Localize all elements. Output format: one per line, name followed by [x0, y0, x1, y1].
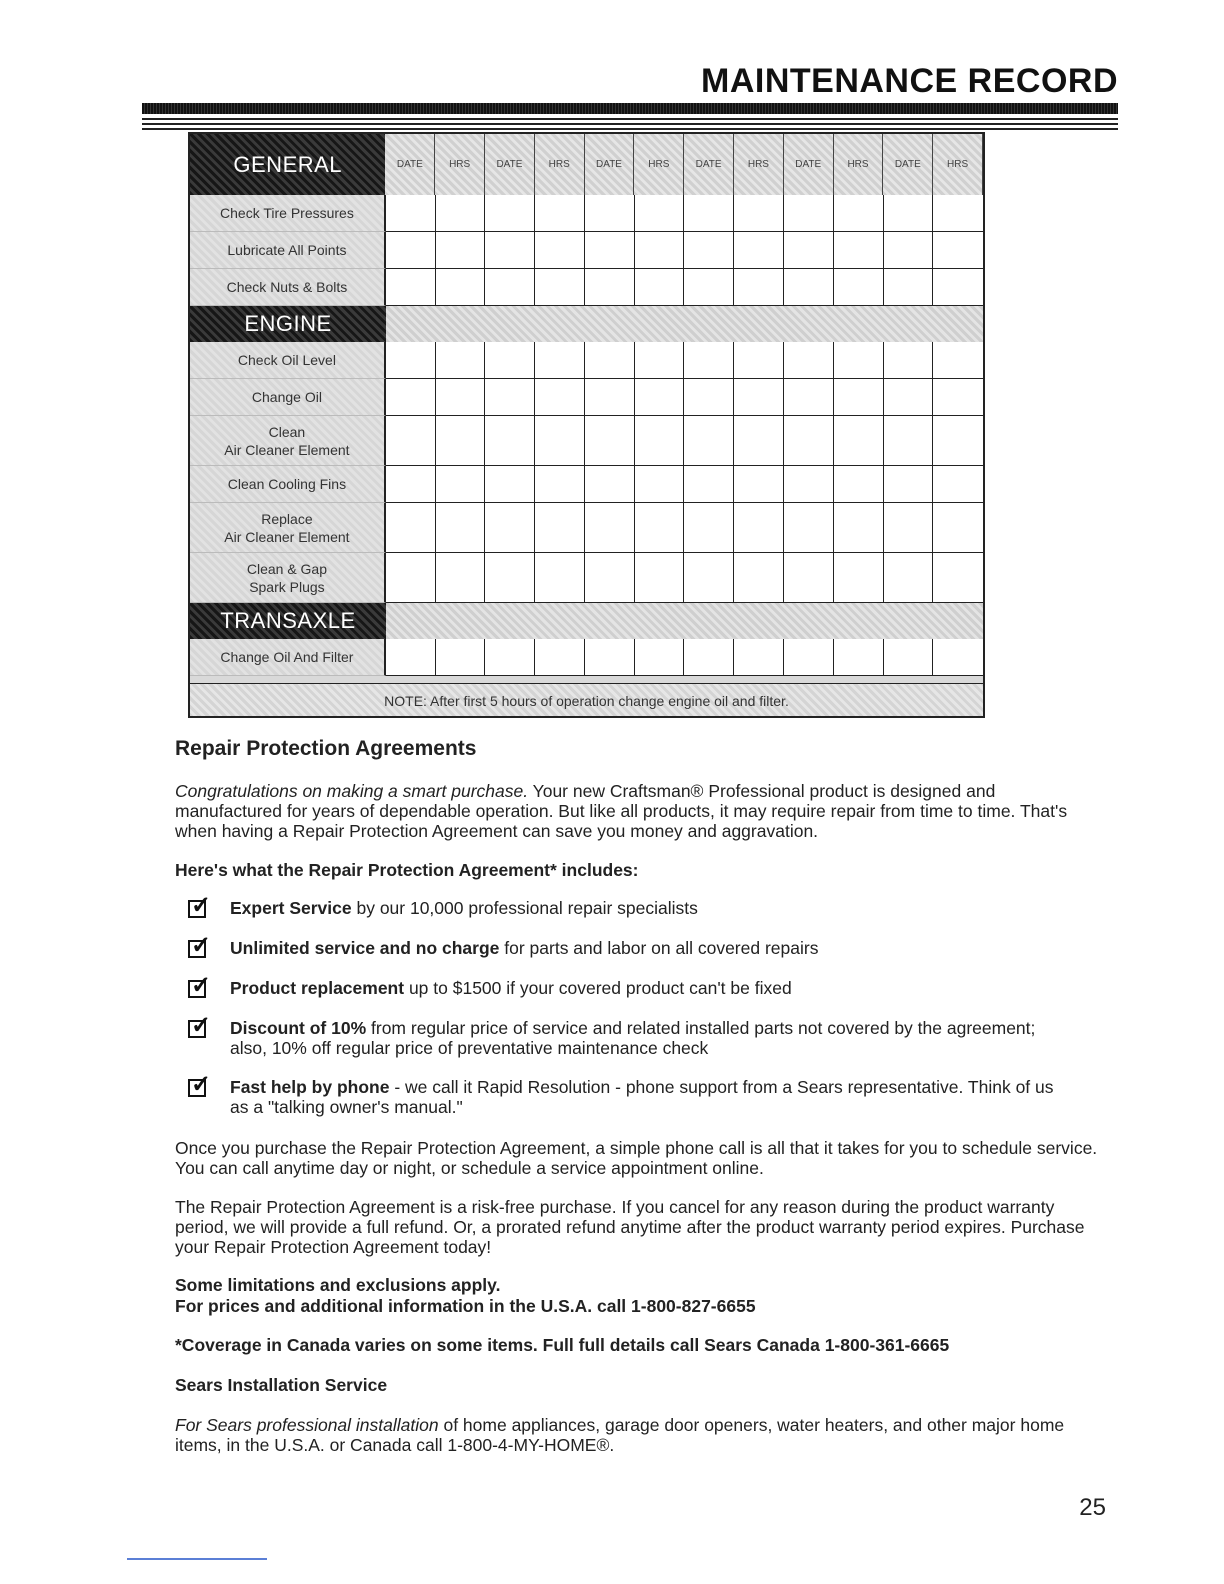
table-row	[190, 232, 983, 269]
table-row	[190, 416, 983, 466]
entry-cell[interactable]	[834, 466, 884, 503]
column-header: DATE	[585, 134, 635, 195]
entry-cell[interactable]	[535, 416, 585, 466]
entry-cell[interactable]	[485, 466, 535, 503]
section-header-row	[190, 134, 983, 195]
column-header: DATE	[684, 134, 734, 195]
footer-line	[127, 1558, 267, 1560]
entry-cell[interactable]	[834, 195, 884, 232]
entry-cell[interactable]	[585, 379, 635, 416]
entry-cell[interactable]	[485, 195, 535, 232]
entry-cell[interactable]	[684, 466, 734, 503]
column-header: HRS	[634, 134, 684, 195]
entry-cell[interactable]	[933, 466, 983, 503]
entry-cell[interactable]	[535, 269, 585, 306]
column-header: HRS	[734, 134, 784, 195]
entry-cell[interactable]	[884, 232, 934, 269]
entry-cell[interactable]	[684, 503, 734, 553]
entry-cell[interactable]	[585, 553, 635, 603]
entry-cell[interactable]	[635, 553, 685, 603]
benefit-text	[230, 1077, 1070, 1117]
section-header-row	[190, 306, 983, 342]
canada-coverage-text: *Coverage in Canada varies on some items. Full full details call Sears Canada 1-800-361-6665	[175, 1335, 950, 1355]
entry-cell[interactable]	[436, 232, 486, 269]
entry-cell[interactable]	[933, 639, 983, 676]
task-label: Change Oil	[190, 379, 386, 416]
entry-cell[interactable]	[684, 639, 734, 676]
entry-cell[interactable]	[734, 466, 784, 503]
entry-cell[interactable]	[386, 379, 436, 416]
checkbox-icon	[188, 972, 212, 999]
column-header-group	[385, 134, 983, 195]
table-row	[190, 466, 983, 503]
section-header-row	[190, 603, 983, 639]
entry-cell[interactable]	[386, 503, 436, 553]
entry-cell[interactable]	[684, 553, 734, 603]
entry-cell[interactable]	[834, 503, 884, 553]
benefit-title: Discount of 10%	[230, 1018, 367, 1038]
table-row	[190, 269, 983, 306]
maintenance-record-table	[188, 132, 985, 718]
entry-cell[interactable]	[585, 195, 635, 232]
prices-text: For prices and additional information in the U.S.A. call 1-800-827-6655	[175, 1296, 756, 1316]
benefit-description: - we call it Rapid Resolution - phone support from a Sears representative. Think of us as a "talking owner's manual."	[230, 1077, 1054, 1117]
entry-cell[interactable]	[386, 269, 436, 306]
entry-cell[interactable]	[784, 379, 834, 416]
header-rule-thick	[142, 103, 1118, 114]
entry-cell[interactable]	[784, 416, 834, 466]
entry-cell[interactable]	[635, 466, 685, 503]
entry-cell[interactable]	[635, 416, 685, 466]
checkbox-icon	[188, 932, 212, 959]
entry-cell[interactable]	[585, 232, 635, 269]
entry-cell[interactable]	[884, 342, 934, 379]
installation-text: of home appliances, garage door openers, water heaters, and other major home items, in the U.S.A. or Canada call 1-800-4-MY-HOME®.	[175, 1415, 1065, 1455]
benefit-description: from regular price of service and related installed parts not covered by the agreement; also, 10% off regular price of preventative maintenance check	[230, 1018, 1036, 1058]
header-rule-thin-1	[142, 118, 1118, 120]
page-number: 25	[1079, 1494, 1106, 1521]
entry-cell[interactable]	[436, 416, 486, 466]
installation-italic: For Sears professional installation	[175, 1415, 439, 1435]
benefit-text	[230, 938, 1070, 958]
entry-cell[interactable]	[585, 342, 635, 379]
entry-cell[interactable]	[485, 503, 535, 553]
rpa-riskfree-paragraph: The Repair Protection Agreement is a risk-free purchase. If you cancel for any reason during the product warranty period, we will provide a full refund. Or, a prorated refund anytime after the product warranty period expires. Purchase your Repair Protection Agreement today!	[175, 1197, 1085, 1257]
column-header: DATE	[485, 134, 535, 195]
entry-cell[interactable]	[734, 232, 784, 269]
entry-cell[interactable]	[485, 416, 535, 466]
column-header: DATE	[784, 134, 834, 195]
entry-cell[interactable]	[834, 416, 884, 466]
entry-cell[interactable]	[386, 342, 436, 379]
entry-cell[interactable]	[436, 553, 486, 603]
entry-cell[interactable]	[684, 269, 734, 306]
entry-cell[interactable]	[784, 639, 834, 676]
entry-cell[interactable]	[884, 379, 934, 416]
entry-cell[interactable]	[386, 639, 436, 676]
page-title: MAINTENANCE RECORD	[701, 62, 1118, 100]
entry-cell[interactable]	[834, 342, 884, 379]
task-label: Replace Air Cleaner Element	[190, 503, 386, 553]
entry-cell[interactable]	[784, 466, 834, 503]
task-label: Clean Air Cleaner Element	[190, 416, 386, 466]
entry-cell[interactable]	[834, 639, 884, 676]
entry-cell[interactable]	[436, 379, 486, 416]
rpa-intro-paragraph	[175, 781, 1105, 841]
entry-cell[interactable]	[585, 466, 635, 503]
installation-heading: Sears Installation Service	[175, 1375, 388, 1395]
entry-cell[interactable]	[535, 195, 585, 232]
benefit-description: up to $1500 if your covered product can't be fixed	[404, 978, 792, 998]
table-row	[190, 503, 983, 553]
entry-cell[interactable]	[784, 195, 834, 232]
entry-cell[interactable]	[585, 639, 635, 676]
entry-cell[interactable]	[834, 269, 884, 306]
entry-cell[interactable]	[535, 639, 585, 676]
entry-cell[interactable]	[734, 269, 784, 306]
entry-cell[interactable]	[585, 503, 635, 553]
entry-cell[interactable]	[386, 416, 436, 466]
entry-cell[interactable]	[485, 379, 535, 416]
checkmark-icon: ✓	[191, 1012, 212, 1039]
section-label: GENERAL	[190, 134, 385, 195]
entry-cell[interactable]	[635, 379, 685, 416]
table-row	[190, 379, 983, 416]
entry-cell[interactable]	[933, 553, 983, 603]
entry-cell[interactable]	[635, 232, 685, 269]
entry-cell[interactable]	[884, 416, 934, 466]
entry-cell[interactable]	[834, 232, 884, 269]
entry-cell[interactable]	[834, 379, 884, 416]
rpa-heading: Repair Protection Agreements	[175, 737, 477, 760]
task-label: Check Oil Level	[190, 342, 386, 379]
entry-cell[interactable]	[933, 195, 983, 232]
column-header: HRS	[933, 134, 983, 195]
entry-cell[interactable]	[635, 503, 685, 553]
entry-cell[interactable]	[734, 379, 784, 416]
entry-cell[interactable]	[585, 416, 635, 466]
task-label: Clean Cooling Fins	[190, 466, 386, 503]
limitations-text: Some limitations and exclusions apply.	[175, 1275, 501, 1295]
benefit-text	[230, 1018, 1070, 1058]
entry-cell[interactable]	[684, 416, 734, 466]
rpa-intro-text: Your new Craftsman® Professional product is designed and manufactured for years of dependable operation. But like all products, it may require repair from time to time. That's when having a Repair Protection Agreement can save you money and aggravation.	[175, 781, 1068, 841]
entry-cell[interactable]	[436, 639, 486, 676]
entry-cell[interactable]	[734, 342, 784, 379]
entry-cell[interactable]	[485, 269, 535, 306]
installation-paragraph	[175, 1415, 1105, 1455]
entry-cell[interactable]	[734, 639, 784, 676]
table-row	[190, 553, 983, 603]
benefit-text	[230, 978, 1070, 998]
header-rule-thin-3	[142, 128, 1118, 130]
entry-cell[interactable]	[436, 342, 486, 379]
entry-cell[interactable]	[784, 342, 834, 379]
entry-cell[interactable]	[485, 553, 535, 603]
benefit-title: Product replacement	[230, 978, 405, 998]
task-label: Check Nuts & Bolts	[190, 269, 386, 306]
entry-cell[interactable]	[684, 195, 734, 232]
checkmark-icon: ✓	[191, 1071, 212, 1098]
task-label: Change Oil And Filter	[190, 639, 386, 676]
entry-cell[interactable]	[933, 416, 983, 466]
rpa-intro-italic: Congratulations on making a smart purchase.	[175, 781, 529, 801]
benefit-title: Fast help by phone	[230, 1077, 390, 1097]
entry-cell[interactable]	[535, 503, 585, 553]
section-band	[386, 306, 983, 342]
checkmark-icon: ✓	[191, 892, 212, 919]
entry-cell[interactable]	[933, 342, 983, 379]
entry-cell[interactable]	[933, 379, 983, 416]
column-header: HRS	[535, 134, 585, 195]
benefit-title: Unlimited service and no charge	[230, 938, 500, 958]
entry-cell[interactable]	[884, 639, 934, 676]
entry-cell[interactable]	[635, 195, 685, 232]
entry-cell[interactable]	[535, 466, 585, 503]
table-row	[190, 195, 983, 232]
entry-cell[interactable]	[436, 195, 486, 232]
entry-cell[interactable]	[585, 269, 635, 306]
entry-cell[interactable]	[684, 232, 734, 269]
entry-cell[interactable]	[535, 232, 585, 269]
column-header: HRS	[834, 134, 884, 195]
entry-cell[interactable]	[834, 553, 884, 603]
task-label: Clean & Gap Spark Plugs	[190, 553, 386, 603]
entry-cell[interactable]	[535, 553, 585, 603]
table-row	[190, 342, 983, 379]
entry-cell[interactable]	[933, 503, 983, 553]
entry-cell[interactable]	[784, 503, 834, 553]
entry-cell[interactable]	[684, 342, 734, 379]
column-header: HRS	[435, 134, 485, 195]
entry-cell[interactable]	[535, 379, 585, 416]
entry-cell[interactable]	[884, 466, 934, 503]
section-label: ENGINE	[190, 306, 386, 342]
entry-cell[interactable]	[684, 379, 734, 416]
benefit-description: by our 10,000 professional repair specialists	[351, 898, 698, 918]
entry-cell[interactable]	[784, 232, 834, 269]
checkbox-icon	[188, 1071, 212, 1098]
entry-cell[interactable]	[635, 342, 685, 379]
entry-cell[interactable]	[386, 553, 436, 603]
entry-cell[interactable]	[734, 416, 784, 466]
entry-cell[interactable]	[635, 639, 685, 676]
rpa-includes-heading: Here's what the Repair Protection Agreement* includes:	[175, 860, 639, 880]
entry-cell[interactable]	[734, 195, 784, 232]
entry-cell[interactable]	[734, 553, 784, 603]
rpa-once-paragraph: Once you purchase the Repair Protection Agreement, a simple phone call is all that it takes for you to schedule service. You can call anytime day or night, or schedule a service appointment online.	[175, 1138, 1098, 1178]
entry-cell[interactable]	[884, 553, 934, 603]
entry-cell[interactable]	[436, 503, 486, 553]
entry-cell[interactable]	[535, 342, 585, 379]
entry-cell[interactable]	[784, 553, 834, 603]
entry-cell[interactable]	[635, 269, 685, 306]
table-row	[190, 639, 983, 676]
task-label: Check Tire Pressures	[190, 195, 386, 232]
entry-cell[interactable]	[436, 466, 486, 503]
benefit-description: for parts and labor on all covered repairs	[499, 938, 819, 958]
entry-cell[interactable]	[485, 342, 535, 379]
benefit-text	[230, 898, 1070, 918]
table-note: NOTE: After first 5 hours of operation change engine oil and filter.	[190, 683, 983, 717]
entry-cell[interactable]	[386, 466, 436, 503]
entry-cell[interactable]	[884, 503, 934, 553]
checkbox-icon	[188, 1012, 212, 1039]
entry-cell[interactable]	[884, 269, 934, 306]
entry-cell[interactable]	[386, 195, 436, 232]
checkbox-icon	[188, 892, 212, 919]
checkmark-icon: ✓	[191, 932, 212, 959]
header-rule-thin-2	[142, 123, 1118, 125]
section-label: TRANSAXLE	[190, 603, 386, 639]
benefit-title: Expert Service	[230, 898, 352, 918]
entry-cell[interactable]	[485, 639, 535, 676]
column-header: DATE	[883, 134, 933, 195]
task-label: Lubricate All Points	[190, 232, 386, 269]
entry-cell[interactable]	[933, 269, 983, 306]
entry-cell[interactable]	[884, 195, 934, 232]
checkmark-icon: ✓	[191, 972, 212, 999]
entry-cell[interactable]	[436, 269, 486, 306]
entry-cell[interactable]	[933, 232, 983, 269]
section-band	[386, 603, 983, 639]
entry-cell[interactable]	[386, 232, 436, 269]
entry-cell[interactable]	[784, 269, 834, 306]
entry-cell[interactable]	[485, 232, 535, 269]
column-header: DATE	[385, 134, 435, 195]
entry-cell[interactable]	[734, 503, 784, 553]
